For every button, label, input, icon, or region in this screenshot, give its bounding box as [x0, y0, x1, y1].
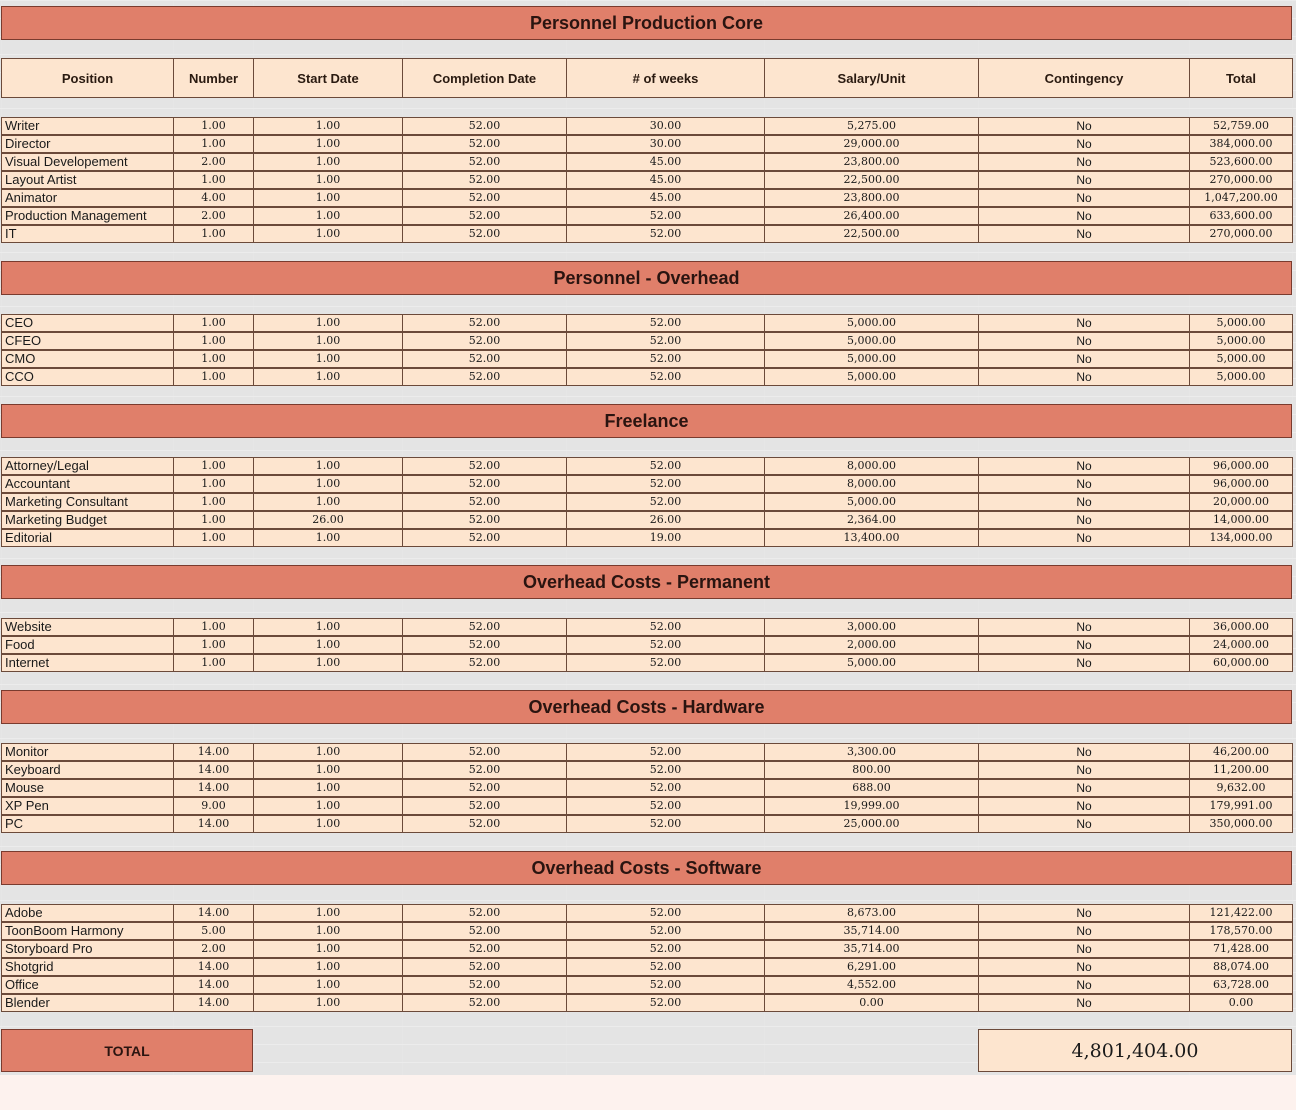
cell-total[interactable]: 60,000.00 — [1189, 654, 1293, 672]
cell-salary-unit[interactable]: 35,714.00 — [764, 922, 979, 940]
cell-completion-date[interactable]: 52.00 — [402, 350, 567, 368]
cell-start-date[interactable]: 1.00 — [253, 153, 403, 171]
cell-start-date[interactable]: 1.00 — [253, 457, 403, 475]
cell-contingency[interactable]: No — [978, 815, 1190, 833]
cell-contingency[interactable]: No — [978, 171, 1190, 189]
cell-contingency[interactable]: No — [978, 636, 1190, 654]
cell-start-date[interactable]: 1.00 — [253, 940, 403, 958]
cell-weeks[interactable]: 52.00 — [566, 475, 765, 493]
cell-position[interactable]: IT — [1, 225, 174, 243]
cell-salary-unit[interactable]: 0.00 — [764, 994, 979, 1012]
cell-completion-date[interactable]: 52.00 — [402, 761, 567, 779]
cell-weeks[interactable]: 52.00 — [566, 654, 765, 672]
cell-start-date[interactable]: 26.00 — [253, 511, 403, 529]
gridline — [0, 612, 1296, 613]
cell-total[interactable]: 9,632.00 — [1189, 779, 1293, 797]
cell-contingency[interactable]: No — [978, 493, 1190, 511]
cell-salary-unit[interactable]: 688.00 — [764, 779, 979, 797]
cell-completion-date[interactable]: 52.00 — [402, 654, 567, 672]
cell-total[interactable]: 270,000.00 — [1189, 225, 1293, 243]
cell-weeks[interactable]: 52.00 — [566, 994, 765, 1012]
cell-contingency[interactable]: No — [978, 904, 1190, 922]
gridline — [0, 252, 1296, 253]
cell-weeks[interactable]: 52.00 — [566, 350, 765, 368]
cell-contingency[interactable]: No — [978, 511, 1190, 529]
cell-salary-unit[interactable]: 25,000.00 — [764, 815, 979, 833]
cell-position[interactable]: Website — [1, 618, 174, 636]
section-banner[interactable]: Personnel Production Core — [1, 6, 1292, 40]
cell-weeks[interactable]: 52.00 — [566, 940, 765, 958]
cell-total[interactable]: 179,991.00 — [1189, 797, 1293, 815]
cell-contingency[interactable]: No — [978, 761, 1190, 779]
cell-number[interactable]: 1.00 — [173, 135, 254, 153]
cell-contingency[interactable]: No — [978, 475, 1190, 493]
gridline — [0, 738, 1296, 739]
cell-number[interactable]: 14.00 — [173, 779, 254, 797]
cell-weeks[interactable]: 45.00 — [566, 153, 765, 171]
cell-total[interactable]: 5,000.00 — [1189, 368, 1293, 386]
cell-completion-date[interactable]: 52.00 — [402, 171, 567, 189]
cell-position[interactable]: CCO — [1, 368, 174, 386]
cell-completion-date[interactable]: 52.00 — [402, 493, 567, 511]
cell-weeks[interactable]: 52.00 — [566, 225, 765, 243]
cell-start-date[interactable]: 1.00 — [253, 994, 403, 1012]
cell-weeks[interactable]: 52.00 — [566, 779, 765, 797]
cell-weeks[interactable]: 30.00 — [566, 117, 765, 135]
cell-total[interactable]: 88,074.00 — [1189, 958, 1293, 976]
cell-weeks[interactable]: 45.00 — [566, 171, 765, 189]
cell-total[interactable]: 24,000.00 — [1189, 636, 1293, 654]
cell-contingency[interactable]: No — [978, 207, 1190, 225]
cell-start-date[interactable]: 1.00 — [253, 922, 403, 940]
cell-salary-unit[interactable]: 5,000.00 — [764, 314, 979, 332]
cell-contingency[interactable]: No — [978, 457, 1190, 475]
cell-total[interactable]: 633,600.00 — [1189, 207, 1293, 225]
cell-contingency[interactable]: No — [978, 153, 1190, 171]
cell-weeks[interactable]: 52.00 — [566, 976, 765, 994]
cell-start-date[interactable]: 1.00 — [253, 135, 403, 153]
cell-salary-unit[interactable]: 26,400.00 — [764, 207, 979, 225]
cell-start-date[interactable]: 1.00 — [253, 654, 403, 672]
cell-salary-unit[interactable]: 8,000.00 — [764, 457, 979, 475]
cell-salary-unit[interactable]: 35,714.00 — [764, 940, 979, 958]
cell-total[interactable]: 36,000.00 — [1189, 618, 1293, 636]
cell-position[interactable]: Writer — [1, 117, 174, 135]
column-header-salary-unit[interactable]: Salary/Unit — [764, 58, 979, 98]
cell-number[interactable]: 14.00 — [173, 815, 254, 833]
cell-start-date[interactable]: 1.00 — [253, 761, 403, 779]
cell-position[interactable]: Marketing Consultant — [1, 493, 174, 511]
cell-total[interactable]: 5,000.00 — [1189, 350, 1293, 368]
cell-weeks[interactable]: 52.00 — [566, 958, 765, 976]
cell-contingency[interactable]: No — [978, 350, 1190, 368]
cell-weeks[interactable]: 52.00 — [566, 743, 765, 761]
section-banner[interactable]: Personnel - Overhead — [1, 261, 1292, 295]
cell-total[interactable]: 384,000.00 — [1189, 135, 1293, 153]
cell-start-date[interactable]: 1.00 — [253, 958, 403, 976]
cell-contingency[interactable]: No — [978, 332, 1190, 350]
cell-position[interactable]: Adobe — [1, 904, 174, 922]
cell-completion-date[interactable]: 52.00 — [402, 332, 567, 350]
cell-contingency[interactable]: No — [978, 976, 1190, 994]
cell-total[interactable]: 121,422.00 — [1189, 904, 1293, 922]
total-label[interactable]: TOTAL — [1, 1029, 253, 1072]
gridline — [0, 684, 1296, 685]
cell-start-date[interactable]: 1.00 — [253, 493, 403, 511]
cell-completion-date[interactable]: 52.00 — [402, 618, 567, 636]
cell-start-date[interactable]: 1.00 — [253, 815, 403, 833]
gridline — [0, 900, 1296, 901]
cell-completion-date[interactable]: 52.00 — [402, 189, 567, 207]
cell-contingency[interactable]: No — [978, 368, 1190, 386]
cell-contingency[interactable]: No — [978, 117, 1190, 135]
section-banner[interactable]: Freelance — [1, 404, 1292, 438]
gridline — [0, 306, 1296, 307]
gridline — [0, 0, 1296, 1]
cell-position[interactable]: Shotgrid — [1, 958, 174, 976]
cell-start-date[interactable]: 1.00 — [253, 171, 403, 189]
section-banner[interactable]: Overhead Costs - Software — [1, 851, 1292, 885]
cell-position[interactable]: Office — [1, 976, 174, 994]
cell-start-date[interactable]: 1.00 — [253, 797, 403, 815]
cell-salary-unit[interactable]: 5,000.00 — [764, 493, 979, 511]
column-header-number[interactable]: Number — [173, 58, 254, 98]
cell-number[interactable]: 2.00 — [173, 207, 254, 225]
cell-start-date[interactable]: 1.00 — [253, 904, 403, 922]
cell-number[interactable]: 1.00 — [173, 457, 254, 475]
cell-total[interactable]: 96,000.00 — [1189, 457, 1293, 475]
cell-contingency[interactable]: No — [978, 994, 1190, 1012]
cell-salary-unit[interactable]: 3,000.00 — [764, 618, 979, 636]
cell-number[interactable]: 1.00 — [173, 171, 254, 189]
cell-completion-date[interactable]: 52.00 — [402, 940, 567, 958]
cell-completion-date[interactable]: 52.00 — [402, 314, 567, 332]
cell-start-date[interactable]: 1.00 — [253, 332, 403, 350]
cell-weeks[interactable]: 52.00 — [566, 761, 765, 779]
cell-salary-unit[interactable]: 23,800.00 — [764, 189, 979, 207]
cell-start-date[interactable]: 1.00 — [253, 529, 403, 547]
gridline — [0, 846, 1296, 847]
cell-salary-unit[interactable]: 22,500.00 — [764, 225, 979, 243]
gridline — [0, 558, 1296, 559]
cell-salary-unit[interactable]: 29,000.00 — [764, 135, 979, 153]
cell-completion-date[interactable]: 52.00 — [402, 529, 567, 547]
total-value[interactable]: 4,801,404.00 — [978, 1029, 1292, 1072]
cell-salary-unit[interactable]: 4,552.00 — [764, 976, 979, 994]
cell-weeks[interactable]: 26.00 — [566, 511, 765, 529]
cell-contingency[interactable]: No — [978, 958, 1190, 976]
cell-position[interactable]: Visual Developement — [1, 153, 174, 171]
cell-start-date[interactable]: 1.00 — [253, 743, 403, 761]
cell-start-date[interactable]: 1.00 — [253, 636, 403, 654]
cell-completion-date[interactable]: 52.00 — [402, 117, 567, 135]
cell-weeks[interactable]: 52.00 — [566, 457, 765, 475]
cell-position[interactable]: Storyboard Pro — [1, 940, 174, 958]
cell-number[interactable]: 1.00 — [173, 636, 254, 654]
section-banner[interactable]: Overhead Costs - Permanent — [1, 565, 1292, 599]
cell-number[interactable]: 14.00 — [173, 976, 254, 994]
cell-contingency[interactable]: No — [978, 779, 1190, 797]
gridline — [0, 396, 1296, 397]
cell-position[interactable]: Keyboard — [1, 761, 174, 779]
cell-number[interactable]: 2.00 — [173, 153, 254, 171]
cell-total[interactable]: 63,728.00 — [1189, 976, 1293, 994]
cell-start-date[interactable]: 1.00 — [253, 779, 403, 797]
cell-salary-unit[interactable]: 6,291.00 — [764, 958, 979, 976]
cell-weeks[interactable]: 19.00 — [566, 529, 765, 547]
cell-completion-date[interactable]: 52.00 — [402, 797, 567, 815]
cell-salary-unit[interactable]: 19,999.00 — [764, 797, 979, 815]
cell-salary-unit[interactable]: 8,000.00 — [764, 475, 979, 493]
cell-number[interactable]: 1.00 — [173, 117, 254, 135]
cell-number[interactable]: 9.00 — [173, 797, 254, 815]
cell-weeks[interactable]: 52.00 — [566, 332, 765, 350]
section-banner[interactable]: Overhead Costs - Hardware — [1, 690, 1292, 724]
cell-total[interactable]: 5,000.00 — [1189, 332, 1293, 350]
gridline — [0, 108, 1296, 109]
cell-completion-date[interactable]: 52.00 — [402, 922, 567, 940]
cell-weeks[interactable]: 30.00 — [566, 135, 765, 153]
cell-contingency[interactable]: No — [978, 189, 1190, 207]
cell-start-date[interactable]: 1.00 — [253, 225, 403, 243]
cell-number[interactable]: 1.00 — [173, 618, 254, 636]
column-header-start-date[interactable]: Start Date — [253, 58, 403, 98]
cell-salary-unit[interactable]: 8,673.00 — [764, 904, 979, 922]
column-header-weeks[interactable]: # of weeks — [566, 58, 765, 98]
cell-position[interactable]: PC — [1, 815, 174, 833]
cell-position[interactable]: Blender — [1, 994, 174, 1012]
cell-number[interactable]: 2.00 — [173, 940, 254, 958]
cell-total[interactable]: 134,000.00 — [1189, 529, 1293, 547]
cell-total[interactable]: 1,047,200.00 — [1189, 189, 1293, 207]
column-header-completion-date[interactable]: Completion Date — [402, 58, 567, 98]
cell-number[interactable]: 4.00 — [173, 189, 254, 207]
cell-position[interactable]: ToonBoom Harmony — [1, 922, 174, 940]
cell-total[interactable]: 11,200.00 — [1189, 761, 1293, 779]
cell-start-date[interactable]: 1.00 — [253, 207, 403, 225]
cell-completion-date[interactable]: 52.00 — [402, 958, 567, 976]
cell-start-date[interactable]: 1.00 — [253, 314, 403, 332]
cell-completion-date[interactable]: 52.00 — [402, 207, 567, 225]
cell-completion-date[interactable]: 52.00 — [402, 368, 567, 386]
cell-completion-date[interactable]: 52.00 — [402, 511, 567, 529]
cell-position[interactable]: Mouse — [1, 779, 174, 797]
cell-position[interactable]: Food — [1, 636, 174, 654]
column-header-total[interactable]: Total — [1189, 58, 1293, 98]
cell-contingency[interactable]: No — [978, 922, 1190, 940]
cell-weeks[interactable]: 52.00 — [566, 207, 765, 225]
cell-total[interactable]: 5,000.00 — [1189, 314, 1293, 332]
cell-total[interactable]: 523,600.00 — [1189, 153, 1293, 171]
cell-salary-unit[interactable]: 2,000.00 — [764, 636, 979, 654]
cell-number[interactable]: 1.00 — [173, 368, 254, 386]
cell-contingency[interactable]: No — [978, 225, 1190, 243]
cell-salary-unit[interactable]: 5,275.00 — [764, 117, 979, 135]
cell-number[interactable]: 1.00 — [173, 475, 254, 493]
cell-completion-date[interactable]: 52.00 — [402, 475, 567, 493]
cell-contingency[interactable]: No — [978, 618, 1190, 636]
cell-completion-date[interactable]: 52.00 — [402, 743, 567, 761]
cell-weeks[interactable]: 52.00 — [566, 904, 765, 922]
cell-contingency[interactable]: No — [978, 940, 1190, 958]
cell-salary-unit[interactable]: 23,800.00 — [764, 153, 979, 171]
cell-number[interactable]: 1.00 — [173, 332, 254, 350]
cell-salary-unit[interactable]: 5,000.00 — [764, 654, 979, 672]
cell-completion-date[interactable]: 52.00 — [402, 976, 567, 994]
gridline — [0, 450, 1296, 451]
cell-completion-date[interactable]: 52.00 — [402, 994, 567, 1012]
cell-number[interactable]: 14.00 — [173, 743, 254, 761]
cell-start-date[interactable]: 1.00 — [253, 117, 403, 135]
cell-number[interactable]: 1.00 — [173, 314, 254, 332]
gridline — [0, 54, 1296, 55]
cell-number[interactable]: 14.00 — [173, 994, 254, 1012]
cell-salary-unit[interactable]: 13,400.00 — [764, 529, 979, 547]
cell-total[interactable]: 71,428.00 — [1189, 940, 1293, 958]
cell-weeks[interactable]: 52.00 — [566, 922, 765, 940]
cell-position[interactable]: CFEO — [1, 332, 174, 350]
cell-weeks[interactable]: 45.00 — [566, 189, 765, 207]
cell-number[interactable]: 1.00 — [173, 350, 254, 368]
cell-weeks[interactable]: 52.00 — [566, 797, 765, 815]
cell-number[interactable]: 14.00 — [173, 958, 254, 976]
cell-salary-unit[interactable]: 2,364.00 — [764, 511, 979, 529]
cell-salary-unit[interactable]: 5,000.00 — [764, 368, 979, 386]
cell-weeks[interactable]: 52.00 — [566, 636, 765, 654]
cell-contingency[interactable]: No — [978, 135, 1190, 153]
cell-contingency[interactable]: No — [978, 797, 1190, 815]
cell-position[interactable]: CEO — [1, 314, 174, 332]
cell-number[interactable]: 1.00 — [173, 225, 254, 243]
cell-weeks[interactable]: 52.00 — [566, 314, 765, 332]
cell-start-date[interactable]: 1.00 — [253, 475, 403, 493]
cell-number[interactable]: 5.00 — [173, 922, 254, 940]
cell-salary-unit[interactable]: 5,000.00 — [764, 332, 979, 350]
cell-position[interactable]: Monitor — [1, 743, 174, 761]
cell-completion-date[interactable]: 52.00 — [402, 636, 567, 654]
cell-contingency[interactable]: No — [978, 743, 1190, 761]
cell-position[interactable]: Attorney/Legal — [1, 457, 174, 475]
cell-number[interactable]: 1.00 — [173, 529, 254, 547]
cell-total[interactable]: 14,000.00 — [1189, 511, 1293, 529]
cell-start-date[interactable]: 1.00 — [253, 368, 403, 386]
column-header-position[interactable]: Position — [1, 58, 174, 98]
cell-weeks[interactable]: 52.00 — [566, 815, 765, 833]
cell-position[interactable]: XP Pen — [1, 797, 174, 815]
cell-total[interactable]: 52,759.00 — [1189, 117, 1293, 135]
cell-total[interactable]: 96,000.00 — [1189, 475, 1293, 493]
cell-total[interactable]: 178,570.00 — [1189, 922, 1293, 940]
cell-number[interactable]: 14.00 — [173, 761, 254, 779]
gridline — [0, 1026, 1296, 1027]
cell-start-date[interactable]: 1.00 — [253, 976, 403, 994]
cell-position[interactable]: Production Management — [1, 207, 174, 225]
cell-start-date[interactable]: 1.00 — [253, 618, 403, 636]
cell-weeks[interactable]: 52.00 — [566, 618, 765, 636]
cell-completion-date[interactable]: 52.00 — [402, 904, 567, 922]
cell-total[interactable]: 350,000.00 — [1189, 815, 1293, 833]
cell-weeks[interactable]: 52.00 — [566, 368, 765, 386]
cell-total[interactable]: 0.00 — [1189, 994, 1293, 1012]
cell-number[interactable]: 1.00 — [173, 511, 254, 529]
cell-completion-date[interactable]: 52.00 — [402, 135, 567, 153]
cell-total[interactable]: 20,000.00 — [1189, 493, 1293, 511]
cell-start-date[interactable]: 1.00 — [253, 350, 403, 368]
cell-completion-date[interactable]: 52.00 — [402, 815, 567, 833]
cell-completion-date[interactable]: 52.00 — [402, 779, 567, 797]
cell-total[interactable]: 270,000.00 — [1189, 171, 1293, 189]
cell-weeks[interactable]: 52.00 — [566, 493, 765, 511]
cell-contingency[interactable]: No — [978, 529, 1190, 547]
cell-position[interactable]: Layout Artist — [1, 171, 174, 189]
cell-salary-unit[interactable]: 5,000.00 — [764, 350, 979, 368]
cell-position[interactable]: Animator — [1, 189, 174, 207]
cell-number[interactable]: 1.00 — [173, 654, 254, 672]
cell-position[interactable]: Director — [1, 135, 174, 153]
cell-number[interactable]: 14.00 — [173, 904, 254, 922]
cell-completion-date[interactable]: 52.00 — [402, 457, 567, 475]
cell-salary-unit[interactable]: 800.00 — [764, 761, 979, 779]
cell-salary-unit[interactable]: 3,300.00 — [764, 743, 979, 761]
cell-number[interactable]: 1.00 — [173, 493, 254, 511]
cell-position[interactable]: Accountant — [1, 475, 174, 493]
cell-contingency[interactable]: No — [978, 654, 1190, 672]
cell-completion-date[interactable]: 52.00 — [402, 153, 567, 171]
cell-position[interactable]: Internet — [1, 654, 174, 672]
cell-completion-date[interactable]: 52.00 — [402, 225, 567, 243]
cell-position[interactable]: Marketing Budget — [1, 511, 174, 529]
cell-position[interactable]: CMO — [1, 350, 174, 368]
cell-position[interactable]: Editorial — [1, 529, 174, 547]
cell-salary-unit[interactable]: 22,500.00 — [764, 171, 979, 189]
cell-start-date[interactable]: 1.00 — [253, 189, 403, 207]
cell-total[interactable]: 46,200.00 — [1189, 743, 1293, 761]
column-header-contingency[interactable]: Contingency — [978, 58, 1190, 98]
cell-contingency[interactable]: No — [978, 314, 1190, 332]
